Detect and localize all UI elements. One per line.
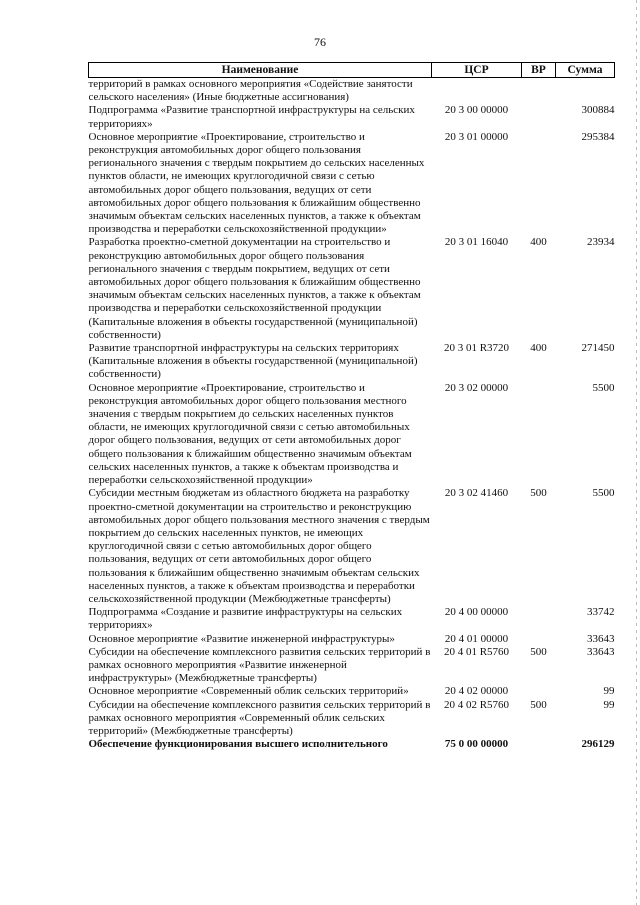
table-row bbox=[89, 487, 615, 606]
table-row bbox=[89, 236, 615, 342]
row-csr: 20 3 02 41460 bbox=[444, 487, 509, 500]
row-vr bbox=[522, 606, 556, 632]
row-csr: 20 4 00 00000 bbox=[444, 606, 509, 619]
row-name: Субсидии на обеспечение комплексного развития сельских территорий в рамках основного мероприятия «Развитие инженерной инфраструктуры» (Межбюджетные трансферты) bbox=[88, 645, 431, 685]
table-row bbox=[89, 131, 615, 237]
table-row bbox=[89, 738, 615, 751]
row-csr: 20 4 01 R5760 bbox=[443, 645, 510, 658]
row-vr bbox=[522, 685, 556, 698]
row-name: Основное мероприятие «Проектирование, строительство и реконструкция автомобильных дорог общего пользования местного значения с твердым покрытием до сельских населенных пунктов области, не имеющих круглогодичной связи с сетью автомобильных дорог общего пользования, ведущих от сети автомобильных дорог общего пользования к ближайшим общественно значимым объектам сельских населенных пунктов, а также к объектам производства и переработки сельскохозяйственной продукции» bbox=[88, 381, 412, 487]
header-name: Наименование bbox=[89, 63, 432, 78]
page-number: 76 bbox=[314, 35, 326, 49]
row-name: Обеспечение функционирования высшего исполнительного bbox=[88, 738, 388, 751]
row-vr bbox=[522, 738, 556, 751]
table-row bbox=[89, 606, 615, 632]
row-vr bbox=[522, 382, 556, 488]
table-row bbox=[89, 342, 615, 382]
row-csr: 75 0 00 00000 bbox=[444, 738, 509, 751]
row-csr: 20 3 01 16040 bbox=[444, 236, 509, 249]
row-name: Основное мероприятие «Проектирование, строительство и реконструкция автомобильных дорог общего пользования регионального значения с твердым покрытием до сельских населенных пунктов области, не имеющих круглогодичной связи с сетью автомобильных дорог общего пользования, ведущих от сети автомобильных дорог общего пользования к ближайшим общественно значимым объектам сельских населенных пунктов, а также к объектам производства и переработки сельскохозяйственной продукции» bbox=[88, 130, 425, 236]
row-vr bbox=[522, 104, 556, 130]
row-vr bbox=[522, 131, 556, 237]
table-row bbox=[89, 633, 615, 646]
row-vr: 500 bbox=[530, 487, 547, 500]
row-name: Субсидии местным бюджетам из областного бюджета на разработку проектно-сметной документации на строительство и реконструкцию автомобильных дорог общего пользования местного значения с твердым покрытием до сельских населенных пунктов, не имеющих круглогодичной связи с сетью автомобильных дорог общего пользования, ведущих от сети автомобильных дорог общего пользования к ближайшим общественно значимым объектам сельских населенных пунктов, а также к объектам производства и переработки сельскохозяйственной продукции (Межбюджетные трансферты) bbox=[88, 487, 430, 605]
budget-table bbox=[88, 62, 615, 751]
header-vr: ВР bbox=[522, 63, 556, 78]
row-sum: 33643 bbox=[587, 632, 615, 645]
row-name: Разработка проектно-сметной документации на строительство и реконструкцию автомобильных дорог общего пользования регионального значения с твердым покрытием, ведущих от сети автомобильных дорог общего пользования к ближайшим общественно значимым объектам сельских населенных пунктов, а также к объектам производства и переработки сельскохозяйственной продукции (Капитальные вложения в объекты государственной (муниципальной) собственности) bbox=[88, 236, 421, 341]
row-sum bbox=[556, 78, 615, 105]
row-vr: 400 bbox=[530, 236, 547, 249]
table-row bbox=[89, 646, 615, 686]
table-row bbox=[89, 78, 615, 105]
row-sum: 5500 bbox=[592, 487, 615, 500]
table-row bbox=[89, 382, 615, 488]
row-sum: 296129 bbox=[581, 738, 615, 751]
row-sum: 99 bbox=[603, 685, 615, 698]
row-csr: 20 3 01 R3720 bbox=[443, 342, 510, 355]
scan-edge-line bbox=[636, 0, 637, 905]
table-row bbox=[89, 699, 615, 739]
row-sum: 271450 bbox=[581, 342, 615, 355]
row-csr: 20 4 01 00000 bbox=[444, 632, 509, 645]
row-sum: 300884 bbox=[581, 104, 615, 117]
row-name: Субсидии на обеспечение комплексного развития сельских территорий в рамках основного мероприятия «Современный облик сельских территорий» (Межбюджетные трансферты) bbox=[88, 698, 431, 737]
row-sum: 295384 bbox=[581, 130, 615, 143]
row-name: Подпрограмма «Создание и развитие инфраструктуры на сельских территориях» bbox=[88, 606, 403, 632]
row-csr: 20 4 02 00000 bbox=[444, 685, 509, 698]
row-csr: 20 4 02 R5760 bbox=[443, 698, 510, 711]
row-vr bbox=[522, 78, 556, 105]
table-row bbox=[89, 104, 615, 130]
row-sum: 5500 bbox=[592, 381, 615, 394]
header-csr: ЦСР bbox=[432, 63, 522, 78]
row-name: Подпрограмма «Развитие транспортной инфраструктуры на сельских территориях» bbox=[88, 104, 415, 130]
row-vr bbox=[522, 633, 556, 646]
header-sum: Сумма bbox=[556, 63, 615, 78]
row-sum: 23934 bbox=[587, 236, 615, 249]
row-csr: 20 3 02 00000 bbox=[444, 381, 509, 394]
table-header-row bbox=[89, 63, 615, 78]
row-vr: 500 bbox=[530, 645, 547, 658]
row-csr bbox=[432, 78, 522, 105]
row-sum: 99 bbox=[603, 698, 615, 711]
row-csr: 20 3 01 00000 bbox=[444, 130, 509, 143]
row-name: Основное мероприятие «Современный облик сельских территорий» bbox=[88, 685, 409, 698]
row-name: территорий в рамках основного мероприятия «Содействие занятости сельского населения» (Иные бюджетные ассигнования) bbox=[88, 78, 413, 104]
row-name: Основное мероприятие «Развитие инженерной инфраструктуры» bbox=[88, 632, 395, 645]
row-name: Развитие транспортной инфраструктуры на сельских территориях (Капитальные вложения в объекты государственной (муниципальной) собственности) bbox=[88, 342, 418, 381]
row-vr: 400 bbox=[530, 342, 547, 355]
row-csr: 20 3 00 00000 bbox=[444, 104, 509, 117]
table-row bbox=[89, 685, 615, 698]
row-sum: 33643 bbox=[587, 645, 615, 658]
row-sum: 33742 bbox=[587, 606, 615, 619]
row-vr: 500 bbox=[530, 698, 547, 711]
